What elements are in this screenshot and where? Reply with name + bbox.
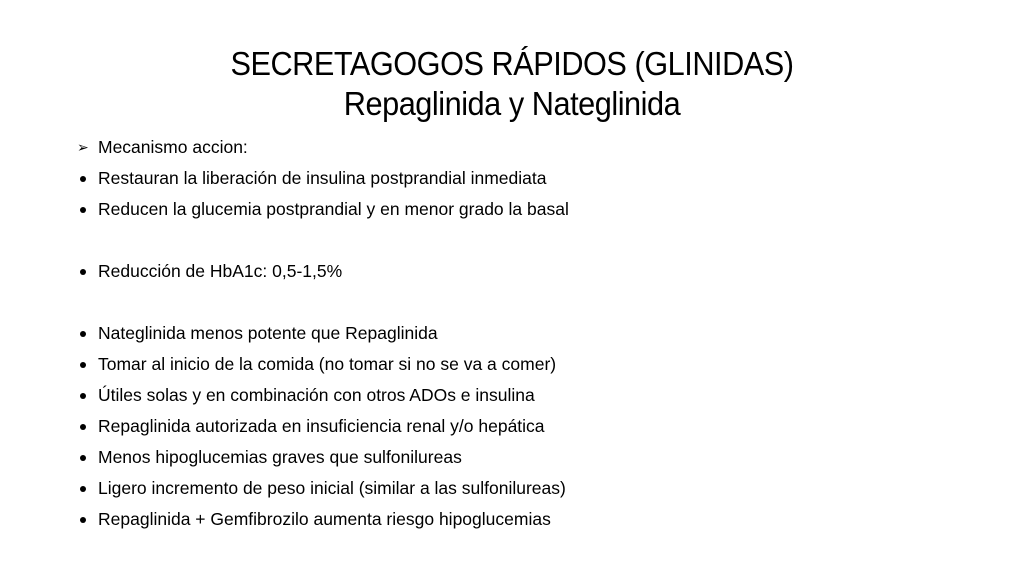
list-item-text: Mecanismo accion:	[98, 137, 248, 157]
list-item-text: Repaglinida + Gemfibrozilo aumenta riesgo hipoglucemias	[98, 509, 551, 529]
list-item-text: Ligero incremento de peso inicial (similar a las sulfonilureas)	[98, 478, 566, 498]
list-item-text: Menos hipoglucemias graves que sulfonilureas	[98, 447, 462, 467]
list-item-text: Nateglinida menos potente que Repaglinida	[98, 323, 438, 343]
list-item-text: Útiles solas y en combinación con otros ADOs e insulina	[98, 385, 535, 405]
list-item	[78, 194, 978, 225]
list-item-text: Repaglinida autorizada en insuficiencia renal y/o hepática	[98, 416, 545, 436]
list-spacer	[78, 287, 978, 318]
title-line-subtitle: Repaglinida y Nateglinida	[343, 85, 681, 122]
list-item	[78, 442, 978, 473]
list-item	[78, 504, 978, 535]
slide-title	[0, 44, 1024, 124]
list-item-text: Reducen la glucemia postprandial y en menor grado la basal	[98, 199, 569, 219]
list-item	[78, 256, 978, 287]
arrow-bullet-icon: ➢	[77, 139, 89, 155]
list-item	[78, 473, 978, 504]
list-item	[78, 380, 978, 411]
list-item	[78, 163, 978, 194]
title-line-main: SECRETAGOGOS RÁPIDOS (GLINIDAS)	[230, 45, 794, 82]
list-item-text: Restauran la liberación de insulina postprandial inmediata	[98, 168, 547, 188]
list-item	[78, 411, 978, 442]
bullet-list	[78, 132, 978, 535]
list-spacer	[78, 225, 978, 256]
list-item	[78, 349, 978, 380]
list-item	[78, 318, 978, 349]
list-item-text: Reducción de HbA1c: 0,5-1,5%	[98, 261, 343, 281]
list-item-text: Tomar al inicio de la comida (no tomar si no se va a comer)	[98, 354, 557, 374]
list-item	[78, 132, 978, 163]
